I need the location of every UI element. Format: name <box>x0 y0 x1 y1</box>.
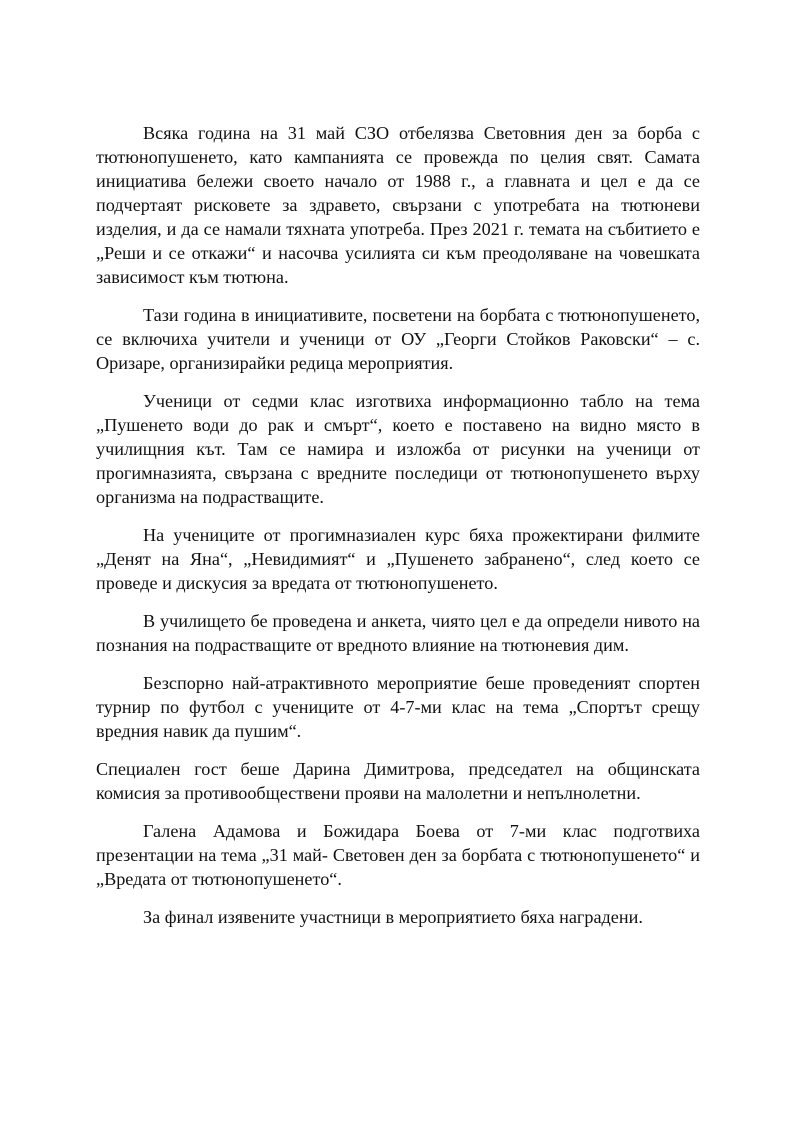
paragraph-presentations: Галена Адамова и Божидара Боева от 7-ми клас подготвиха презентации на тема „31 май- Световен ден за борбата с тютюнопушенето“ и „Вредата от тютюнопушенето“. <box>96 821 700 889</box>
paragraph-awards: За финал изявените участници в мероприятието бяха наградени. <box>143 907 643 927</box>
paragraph-special-guest: Специален гост беше Дарина Димитрова, председател на общинската комисия за противообществени прояви на малолетни и непълнолетни. <box>96 759 700 803</box>
paragraph-school-participation: Тази година в инициативите, посветени на борбата с тютюнопушенето, се включиха учители и ученици от ОУ „Георги Стойков Раковски“ – с. Оризаре, организирайки редица мероприятия. <box>96 305 700 373</box>
paragraph-football-tournament: Безспорно най-атрактивното мероприятие беше проведеният спортен турнир по футбол с учениците от 4-7-ми клас на тема „Спортът срещу вредния навик да пушим“. <box>96 673 700 741</box>
paragraph-information-board: Ученици от седми клас изготвиха информационно табло на тема „Пушенето води до рак и смърт“, което е поставено на видно място в училищния кът. Там се намира и изложба от рисунки на ученици от прогимназията, свързана с вредните последици от тютюнопушенето върху организма на подрастващите. <box>96 391 700 507</box>
paragraph-film-screenings: На учениците от прогимназиален курс бяха прожектирани филмите „Денят на Яна“, „Невидимият“ и „Пушенето забранено“, след което се проведе и дискусия за вредата от тютюнопушенето. <box>96 525 700 593</box>
document-page <box>96 121 700 943</box>
paragraph-world-no-tobacco-day: Всяка година на 31 май СЗО отбелязва Световния ден за борба с тютюнопушенето, като кампанията се провежда по целия свят. Самата инициатива бележи своето начало от 1988 г., а главната и цел е да се подчертаят рисковете за здравето, свързани с употребата на тютюневи изделия, и да се намали тяхната употреба. През 2021 г. темата на събитието е „Реши и се откажи“ и насочва усилията си към преодоляване на човешката зависимост към тютюна. <box>96 123 700 287</box>
paragraph-survey: В училището бе проведена и анкета, чиято цел е да определи нивото на познания на подрастващите от вредното влияние на тютюневия дим. <box>96 611 700 655</box>
